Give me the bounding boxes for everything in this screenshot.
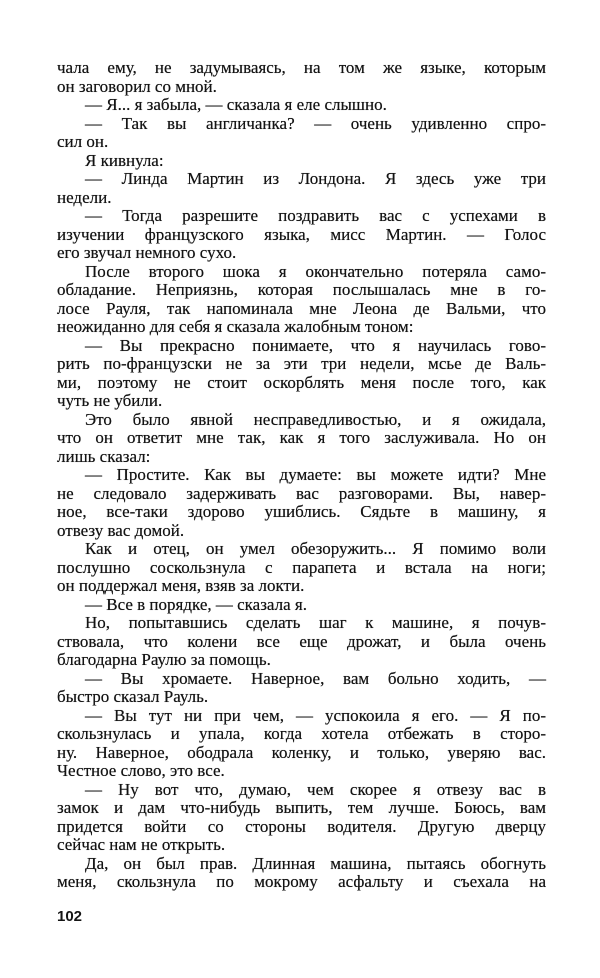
- paragraph: [57, 115, 546, 152]
- text-line: он поддержал меня, взяв за локти.: [57, 576, 305, 595]
- book-page-text: [57, 59, 546, 892]
- text-line: неожиданно для себя я сказала жалобным тоном:: [57, 317, 414, 336]
- paragraph: [57, 263, 546, 337]
- text-line: Честное слово, это все.: [57, 761, 225, 780]
- text-line: придется войти со стороны водителя. Другую дверцу: [57, 816, 546, 836]
- text-line: ми, поэтому не стоит оскорблять меня после того, как: [57, 372, 546, 392]
- paragraph: [57, 855, 546, 892]
- text-line: чала ему, не задумываясь, на том же языке, которым: [57, 58, 546, 77]
- text-line: ну. Наверное, ободрала коленку, и только, уверяю вас.: [57, 742, 546, 762]
- paragraph: [57, 707, 546, 781]
- text-line: Но, попытавшись сделать шаг к машине, я почув-: [85, 613, 546, 632]
- text-line: — Линда Мартин из Лондона. Я здесь уже три: [85, 169, 546, 188]
- text-line: Я кивнула:: [85, 150, 164, 170]
- text-line: замок и дам что-нибудь выпить, тем лучше. Боюсь, вам: [57, 798, 546, 817]
- text-line: Как и отец, он умел обезоружить... Я помимо воли: [85, 539, 546, 558]
- text-line: чуть не убили.: [57, 391, 163, 410]
- paragraph: [57, 614, 546, 670]
- text-line: скользнулась и упала, когда хотела отбежать в сторо-: [57, 724, 546, 743]
- text-line: обладание. Неприязнь, которая послышалась мне в го-: [57, 280, 546, 299]
- paragraph: [57, 337, 546, 411]
- paragraph: [57, 96, 546, 115]
- text-line: он заговорил со мной.: [57, 76, 217, 96]
- text-line: сил он.: [57, 132, 109, 151]
- paragraph: [57, 207, 546, 263]
- text-line: его звучал немного сухо.: [57, 243, 237, 262]
- text-line: ное, все-таки здорово ушиблись. Сядьте в машину, я: [57, 502, 546, 521]
- paragraph: [57, 59, 546, 96]
- text-line: — Вы прекрасно понимаете, что я научилась гово-: [85, 335, 546, 355]
- text-line: — Вы хромаете. Наверное, вам больно ходить, —: [85, 668, 546, 688]
- paragraph: [57, 670, 546, 707]
- text-line: послушно соскользнула с парапета и встала на ноги;: [57, 557, 546, 577]
- text-line: Это было явной несправедливостью, и я ожидала,: [85, 409, 546, 429]
- text-line: меня, скользнула по мокрому асфальту и съехала на: [57, 872, 546, 891]
- text-line: — Тогда разрешите поздравить вас с успехами в: [85, 206, 546, 225]
- text-line: — Я... я забыла, — сказала я еле слышно.: [85, 95, 387, 114]
- paragraph: [57, 466, 546, 540]
- text-line: — Ну вот что, думаю, чем скорее я отвезу вас в: [85, 779, 546, 799]
- page-number: 102: [57, 908, 83, 925]
- text-line: лосе Рауля, так напоминала мне Леона де Вальми, что: [57, 298, 546, 318]
- text-line: — Вы тут ни при чем, — успокоила я его. — Я по-: [85, 705, 546, 725]
- text-line: ствовала, что колени все еще дрожат, и была очень: [57, 631, 546, 651]
- paragraph: [57, 540, 546, 596]
- text-line: — Все в порядке, — сказала я.: [85, 594, 307, 614]
- text-line: недели.: [57, 187, 112, 207]
- paragraph: [57, 411, 546, 467]
- text-line: благодарна Раулю за помощь.: [57, 650, 271, 669]
- text-line: что он ответит мне так, как я того заслуживала. Но он: [57, 428, 546, 447]
- text-line: быстро сказал Рауль.: [57, 687, 209, 706]
- text-line: После второго шока я окончательно потеряла само-: [85, 261, 546, 281]
- text-line: не следовало задерживать вас разговорами. Вы, навер-: [57, 483, 546, 503]
- text-line: рить по-французски не за эти три недели, мсье де Валь-: [57, 354, 546, 373]
- paragraph: [57, 781, 546, 855]
- paragraph: [57, 596, 546, 615]
- text-line: Да, он был прав. Длинная машина, пытаясь обогнуть: [85, 853, 546, 873]
- paragraph: [57, 152, 546, 171]
- text-line: изучении французского языка, мисс Мартин. — Голос: [57, 224, 546, 244]
- text-line: сейчас нам не открыть.: [57, 835, 226, 854]
- text-line: — Простите. Как вы думаете: вы можете идти? Мне: [85, 465, 546, 484]
- text-line: отвезу вас домой.: [57, 520, 185, 540]
- paragraph: [57, 170, 546, 207]
- text-line: лишь сказал:: [57, 446, 151, 466]
- text-line: — Так вы англичанка? — очень удивленно спро-: [85, 113, 546, 133]
